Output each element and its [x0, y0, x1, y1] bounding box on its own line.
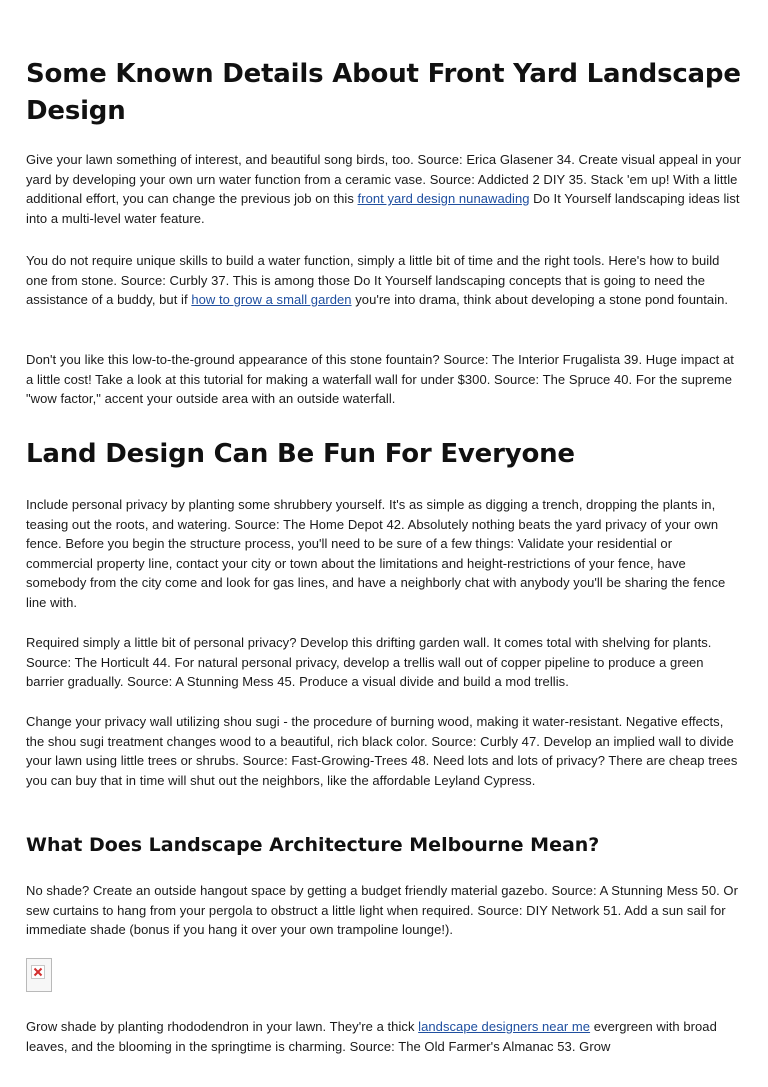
link-landscape-designers[interactable]: landscape designers near me: [418, 1019, 591, 1034]
paragraph-3: Don't you like this low-to-the-ground appearance of this stone fountain? Source: The Interior Frugalista 39. Huge impact at a little cost! Take a look at this tutorial for making a waterfall wall for under $300. Source: The Spruce 40. For the supreme "wow factor," accent your outside area with an outside waterfall.: [26, 352, 734, 406]
paragraph-6: Change your privacy wall utilizing shou sugi - the procedure of burning wood, making it water-resistant. Negative effects, the shou sugi treatment changes wood to a beautiful, rich black color. Source: Curbly 47. Develop an implied wall to divide your lawn using little trees or shrubs. Source: Fast-Growing-Trees 48. Need lots and lots of privacy? There are cheap trees you can buy that in time will shut out the neighbors, like the affordable Leyland Cypress.: [26, 714, 738, 788]
paragraph-2-text-end: you're into drama, think about developing a stone pond fountain.: [351, 292, 729, 307]
paragraph-1-text: Give your lawn something of interest, and beautiful song birds, too. Source: Erica Glasener 34. Create visual appeal in your yard by developing your own urn water function from a ceramic vase. Source: Addicted 2 DIY 35. Stack 'em up! With a little additional effort, you can change the previous job on this: [26, 152, 742, 206]
paragraph-8: [26, 1017, 742, 1056]
paragraph-5: Required simply a little bit of personal privacy? Develop this drifting garden wall. It comes total with shelving for plants. Source: The Horticult 44. For natural personal privacy, develop a trellis wall out of copper pipeline to produce a green barrier gradually. Source: A Stunning Mess 45. Produce a visual divide and build a mod trellis.: [26, 635, 712, 689]
broken-image-icon: [26, 958, 52, 992]
paragraph-2: [26, 251, 742, 310]
heading-front-yard: [26, 56, 742, 130]
broken-image-frame: [31, 965, 45, 979]
paragraph-2-text: You do not require unique skills to build a water function, simply a little bit of time and the right tools. Here's how to build one from stone. Source: Curbly 37. This is among those Do It Yourself landscaping concepts that is going to need the assistance of a buddy, but if: [26, 253, 720, 307]
heading-line-2: Design: [26, 96, 126, 126]
close-icon: [33, 967, 43, 977]
paragraph-1-text-end: Do It Yourself landscaping ideas list into a multi-level water feature.: [26, 191, 740, 226]
paragraph-4: Include personal privacy by planting some shrubbery yourself. It's as simple as digging a trench, dropping the plants in, teasing out the roots, and watering. Source: The Home Depot 42. Absolutely nothing beats the yard privacy of your own fence. Before you begin the structure process, you'll need to be sure of a few things: Validate your residential or commercial property line, contact your city or town about the limitations and height-restrictions of your fence, have somebody from the city come and look for gas lines, and have a neighborly chat with anybody you'll be sharing the fence line with.: [26, 497, 726, 610]
heading-line-1: Some Known Details About Front Yard Landscape: [26, 59, 741, 89]
link-grow-small-garden[interactable]: how to grow a small garden: [191, 292, 352, 307]
paragraph-8-text-end: evergreen with broad leaves, and the blooming in the springtime is charming. Source: The Old Farmer's Almanac 53. Grow: [26, 1019, 717, 1054]
heading-land-design: Land Design Can Be Fun For Everyone: [26, 439, 575, 469]
paragraph-7: No shade? Create an outside hangout space by getting a budget friendly material gazebo. Source: A Stunning Mess 50. Or sew curtains to hang from your pergola to obstruct a little light when required. Source: DIY Network 51. Add a sun sail for immediate shade (bonus if you hang it over your own trampoline lounge!).: [26, 883, 738, 937]
paragraph-1: [26, 150, 742, 228]
heading-landscape-architecture: What Does Landscape Architecture Melbourne Mean?: [26, 834, 600, 856]
link-front-yard-design[interactable]: front yard design nunawading: [357, 191, 530, 206]
paragraph-8-text: Grow shade by planting rhododendron in your lawn. They're a thick: [26, 1019, 419, 1034]
